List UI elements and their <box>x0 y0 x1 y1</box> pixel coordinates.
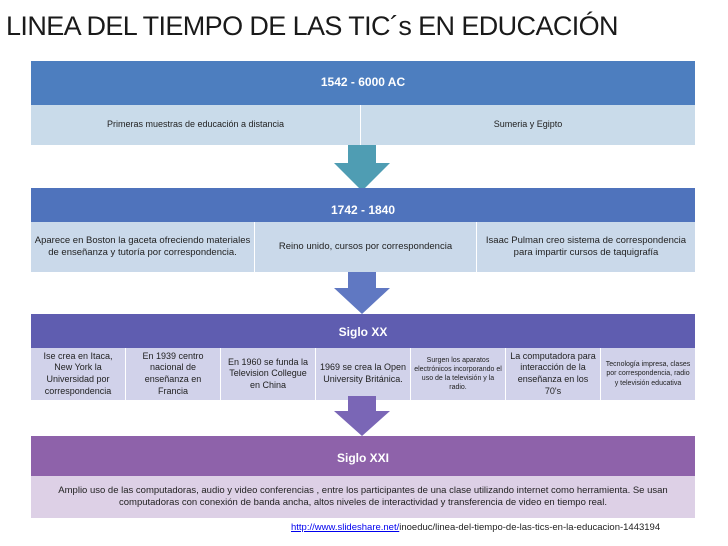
item-4-1: Amplio uso de las computadoras, audio y video conferencias , entre los participantes de una clase utilizando internet como herramienta. Se usan computadoras con conexión de banda ancha, altos niveles de interactividad y transferencia de video en tiempo real. <box>58 484 668 508</box>
source-citation <box>291 522 660 533</box>
arrow-down-icon-1 <box>334 145 390 191</box>
period-label-2: 1742 - 1840 <box>330 203 396 217</box>
item-1-2: Sumeria y Egipto <box>493 119 563 130</box>
item-2-2: Reino unido, cursos por correspondencia <box>255 222 477 272</box>
item-3-6: La computadora para interacción de la enseñanza en los 70's <box>506 348 601 400</box>
item-3-2: En 1939 centro nacional de enseñanza en Francia <box>126 348 221 400</box>
item-1-1: Primeras muestras de educación a distancia <box>31 105 361 145</box>
source-path: inoeduc/linea-del-tiempo-de-las-tics-en-la-educacion-1443194 <box>399 522 661 533</box>
period-label-4: Siglo XXI <box>336 451 389 465</box>
arrow-down-icon-3 <box>334 396 390 436</box>
source-link[interactable]: http://www.slideshare.net/ <box>291 522 400 533</box>
period-band-1 <box>31 61 695 105</box>
item-3-7: Tecnología impresa, clases por correspondencia, radio y televisión educativa <box>605 361 691 387</box>
period-label-3: Siglo XX <box>338 325 388 339</box>
item-3-5: Surgen los aparatos electrónicos incorporando el uso de la televisión y la radio. <box>411 348 506 400</box>
period-label-1: 1542 - 6000 AC <box>320 75 406 89</box>
item-3-3: En 1960 se funda la Television Collegue en China <box>221 348 316 400</box>
item-3-4: 1969 se crea la Open University Británica. <box>316 348 411 400</box>
items-row-4 <box>31 476 695 518</box>
item-2-1: Aparece en Boston la gaceta ofreciendo materiales de enseñanza y tutoría por correspondencia. <box>31 222 255 272</box>
arrow-down-icon-2 <box>334 272 390 314</box>
item-2-3: Isaac Pulman creo sistema de correspondencia para impartir cursos de taquigrafía <box>485 234 687 258</box>
page-title: LINEA DEL TIEMPO DE LAS TIC´s EN EDUCACIÓN <box>6 11 618 41</box>
period-band-4 <box>31 436 695 476</box>
period-band-3 <box>31 314 695 350</box>
items-row-3 <box>31 348 695 400</box>
items-row-2 <box>31 222 695 272</box>
item-3-1: Ise crea en Itaca, New York la Universidad por correspondencia <box>31 348 126 400</box>
items-row-1 <box>31 105 695 145</box>
